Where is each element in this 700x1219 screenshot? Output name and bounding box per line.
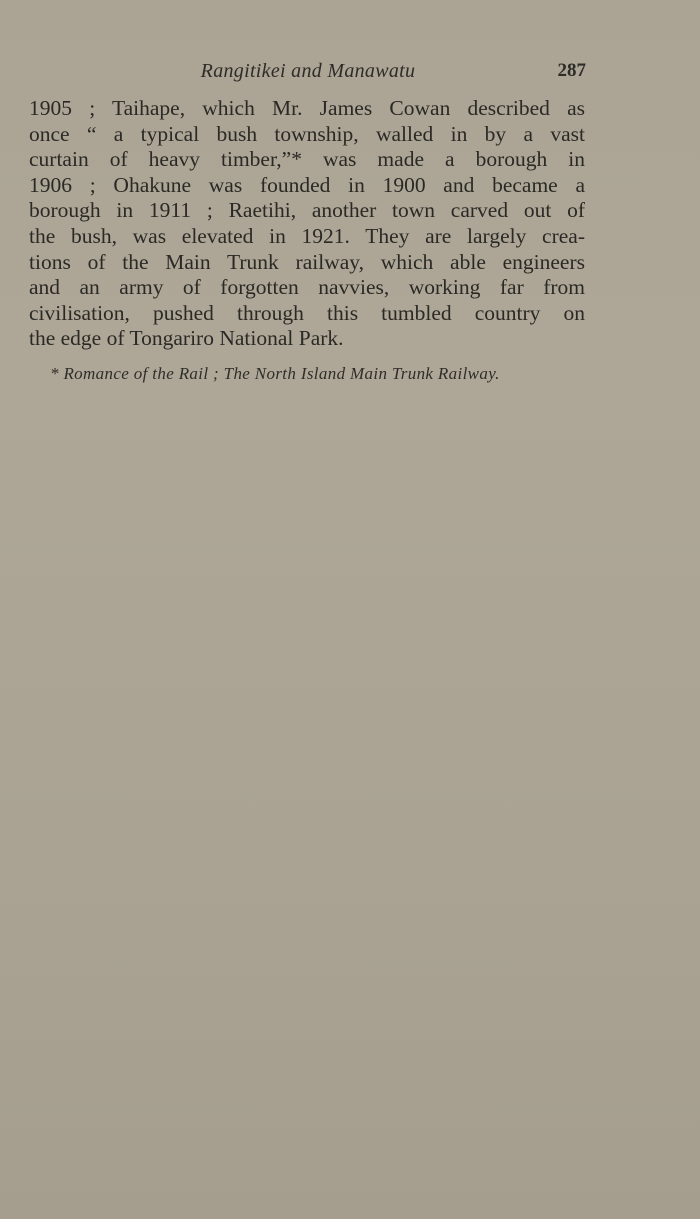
text-line: tions of the Main Trunk railway, which able engineers (29, 249, 585, 274)
body-paragraph (29, 96, 585, 352)
running-title: Rangitikei and Manawatu (200, 60, 416, 82)
page-number: 287 (557, 60, 586, 81)
text-line: once “ a typical bush township, walled in by a vast (29, 121, 585, 146)
text-line: civilisation, pushed through this tumbled country on (29, 300, 585, 325)
text-line: 1905 ; Taihape, which Mr. James Cowan described as (29, 96, 585, 120)
text-line: the edge of Tongariro National Park. (29, 326, 344, 351)
footnote: * Romance of the Rail ; The North Island Main Trunk Railway. (50, 364, 500, 383)
text-line: and an army of forgotten navvies, working far from (29, 275, 585, 300)
text-line: borough in 1911 ; Raetihi, another town carved out of (29, 198, 585, 223)
text-line: curtain of heavy timber,”* was made a borough in (29, 147, 585, 172)
running-head (28, 60, 586, 86)
text-line: 1906 ; Ohakune was founded in 1900 and became a (29, 172, 585, 197)
text-line: the bush, was elevated in 1921. They are largely crea- (29, 223, 585, 248)
